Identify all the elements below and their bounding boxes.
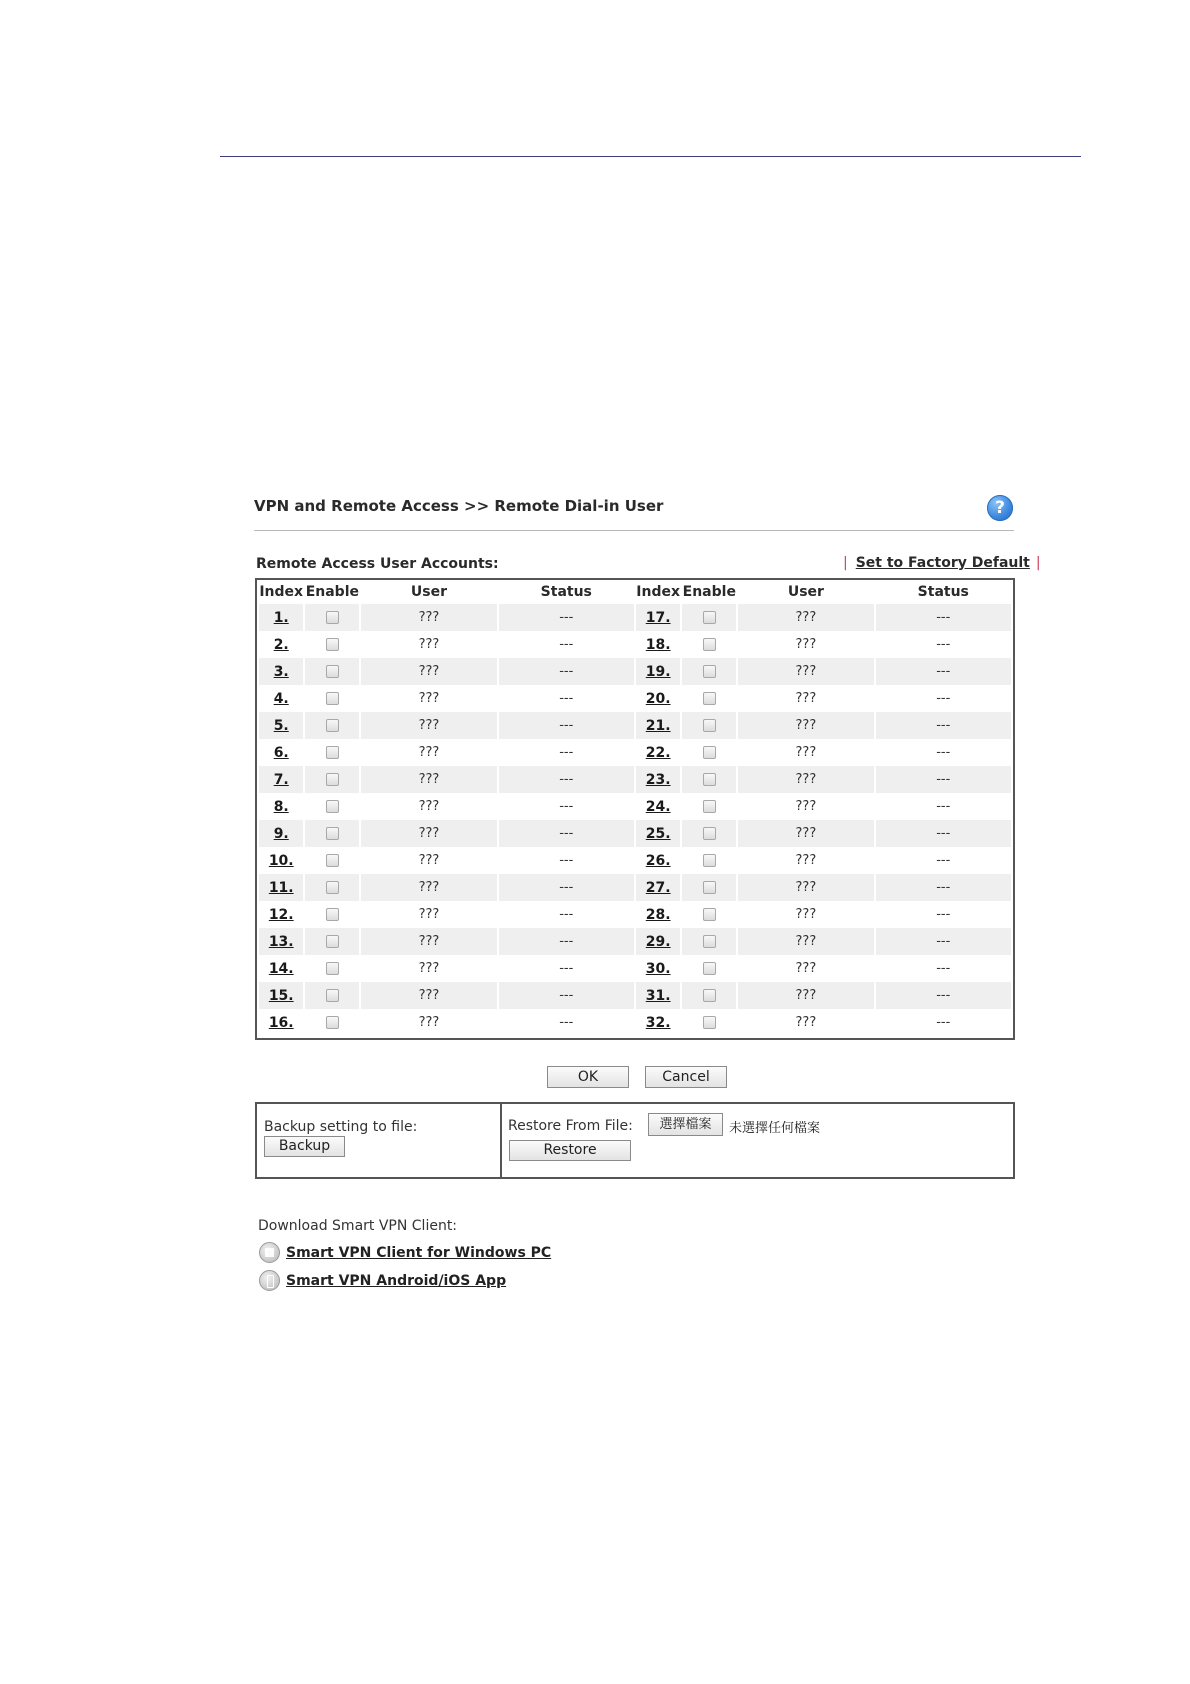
index-cell — [636, 604, 680, 631]
enable-cell — [682, 847, 736, 874]
status-cell: --- — [499, 820, 634, 847]
user-cell: ??? — [361, 658, 496, 685]
index-cell — [259, 955, 303, 982]
enable-checkbox[interactable] — [326, 773, 339, 786]
user-cell: ??? — [418, 745, 440, 760]
no-file-chosen-text: 未選擇任何檔案 — [729, 1121, 821, 1136]
user-cell: ??? — [795, 1015, 817, 1030]
header-enable: Enable — [305, 584, 359, 600]
user-index-link[interactable]: 7. — [273, 771, 289, 788]
enable-cell — [682, 685, 736, 712]
enable-cell — [682, 955, 736, 982]
enable-cell — [305, 685, 359, 712]
user-index-link[interactable]: 28. — [645, 906, 671, 923]
index-cell — [636, 685, 680, 712]
user-cell: ??? — [418, 961, 440, 976]
user-index-link[interactable]: 4. — [273, 690, 289, 707]
user-index-link[interactable]: 17. — [645, 609, 671, 626]
status-cell: --- — [936, 961, 951, 976]
status-cell: --- — [936, 1015, 951, 1030]
enable-cell — [682, 793, 736, 820]
enable-checkbox[interactable] — [326, 1016, 339, 1029]
user-index-link[interactable]: 29. — [645, 933, 671, 950]
table-row — [259, 820, 1011, 847]
status-cell: --- — [559, 907, 574, 922]
enable-cell — [682, 901, 736, 928]
status-cell: --- — [936, 691, 951, 706]
enable-cell — [305, 739, 359, 766]
index-cell — [636, 874, 680, 901]
index-cell — [259, 766, 303, 793]
user-cell: ??? — [738, 604, 873, 631]
enable-checkbox[interactable] — [703, 962, 716, 975]
enable-checkbox[interactable] — [703, 935, 716, 948]
index-cell — [636, 658, 680, 685]
enable-checkbox[interactable] — [703, 638, 716, 651]
enable-checkbox[interactable] — [326, 827, 339, 840]
user-cell: ??? — [738, 928, 873, 955]
user-cell: ??? — [418, 799, 440, 814]
index-cell — [636, 793, 680, 820]
user-index-link[interactable]: 32. — [645, 1014, 671, 1031]
enable-cell — [305, 658, 359, 685]
user-cell: ??? — [418, 907, 440, 922]
user-index-link[interactable]: 10. — [268, 852, 294, 869]
enable-cell — [305, 955, 359, 982]
index-cell — [259, 712, 303, 739]
user-index-link[interactable]: 25. — [645, 825, 671, 842]
help-icon[interactable]: ? — [987, 495, 1013, 521]
user-index-link[interactable]: 15. — [268, 987, 294, 1004]
table-row — [259, 793, 1011, 820]
status-cell: --- — [559, 1015, 574, 1030]
enable-checkbox[interactable] — [326, 962, 339, 975]
enable-cell — [682, 631, 736, 658]
index-cell — [636, 766, 680, 793]
table-row — [259, 739, 1011, 766]
enable-checkbox[interactable] — [326, 854, 339, 867]
enable-cell — [305, 847, 359, 874]
table-row — [259, 928, 1011, 955]
user-cell: ??? — [418, 1015, 440, 1030]
restore-label: Restore From File: — [508, 1118, 633, 1134]
user-index-link[interactable]: 5. — [273, 717, 289, 734]
download-title: Download Smart VPN Client: — [258, 1218, 458, 1234]
status-cell: --- — [876, 820, 1011, 847]
status-cell: --- — [936, 637, 951, 652]
enable-checkbox[interactable] — [703, 611, 716, 624]
table-row — [259, 658, 1011, 685]
index-cell — [259, 658, 303, 685]
user-index-link[interactable]: 18. — [645, 636, 671, 653]
user-cell: ??? — [361, 712, 496, 739]
user-cell: ??? — [795, 961, 817, 976]
user-cell: ??? — [795, 745, 817, 760]
user-cell: ??? — [738, 712, 873, 739]
choose-file-button[interactable]: 選擇檔案 — [648, 1113, 723, 1136]
index-cell — [636, 820, 680, 847]
backup-restore-panel — [255, 1102, 1015, 1179]
index-cell — [636, 631, 680, 658]
enable-cell — [305, 1009, 359, 1036]
user-cell: ??? — [738, 766, 873, 793]
user-index-link[interactable]: 11. — [268, 879, 294, 896]
table-header-row — [259, 580, 1011, 604]
user-index-link[interactable]: 9. — [273, 825, 289, 842]
table-row — [259, 685, 1011, 712]
mobile-icon — [259, 1270, 280, 1291]
index-cell — [636, 982, 680, 1009]
user-cell: ??? — [361, 766, 496, 793]
enable-cell — [305, 874, 359, 901]
download-mobile-row[interactable] — [259, 1270, 506, 1291]
user-index-link[interactable]: 6. — [273, 744, 289, 761]
enable-checkbox[interactable] — [326, 935, 339, 948]
user-cell: ??? — [738, 658, 873, 685]
user-cell: ??? — [795, 907, 817, 922]
index-cell — [259, 793, 303, 820]
factory-default-bar — [835, 555, 1041, 571]
user-index-link[interactable]: 12. — [268, 906, 294, 923]
user-index-link[interactable]: 21. — [645, 717, 671, 734]
ok-button[interactable]: OK — [547, 1066, 629, 1088]
enable-checkbox[interactable] — [326, 908, 339, 921]
enable-checkbox[interactable] — [703, 800, 716, 813]
index-cell — [259, 874, 303, 901]
table-row — [259, 901, 1011, 928]
status-cell: --- — [559, 961, 574, 976]
set-factory-default-link[interactable]: Set to Factory Default — [855, 555, 1030, 571]
status-cell: --- — [499, 604, 634, 631]
user-cell: ??? — [418, 853, 440, 868]
enable-cell — [305, 982, 359, 1009]
status-cell: --- — [876, 604, 1011, 631]
status-cell: --- — [876, 658, 1011, 685]
enable-checkbox[interactable] — [326, 638, 339, 651]
user-cell: ??? — [361, 928, 496, 955]
user-cell: ??? — [418, 637, 440, 652]
smart-vpn-mobile-link[interactable]: Smart VPN Android/iOS App — [286, 1272, 507, 1289]
index-cell — [636, 901, 680, 928]
table-row — [259, 712, 1011, 739]
restore-button[interactable]: Restore — [509, 1140, 631, 1161]
section-title: Remote Access User Accounts: — [256, 556, 499, 572]
smart-vpn-windows-link[interactable]: Smart VPN Client for Windows PC — [286, 1244, 552, 1261]
status-cell: --- — [559, 853, 574, 868]
enable-checkbox[interactable] — [326, 800, 339, 813]
breadcrumb: VPN and Remote Access >> Remote Dial-in User — [254, 497, 664, 515]
enable-cell — [682, 712, 736, 739]
index-cell — [636, 712, 680, 739]
status-cell: --- — [876, 982, 1011, 1009]
enable-cell — [305, 631, 359, 658]
enable-checkbox[interactable] — [703, 908, 716, 921]
enable-cell — [682, 658, 736, 685]
enable-checkbox[interactable] — [326, 989, 339, 1002]
index-cell — [636, 847, 680, 874]
index-cell — [636, 1009, 680, 1036]
enable-cell — [682, 1009, 736, 1036]
table-row — [259, 604, 1011, 631]
user-cell: ??? — [738, 982, 873, 1009]
enable-cell — [682, 604, 736, 631]
cancel-button[interactable]: Cancel — [645, 1066, 727, 1088]
header-status: Status — [540, 584, 592, 600]
user-index-link[interactable]: 14. — [268, 960, 294, 977]
status-cell: --- — [936, 745, 951, 760]
user-cell: ??? — [361, 820, 496, 847]
user-index-link[interactable]: 19. — [645, 663, 671, 680]
enable-checkbox[interactable] — [703, 827, 716, 840]
status-cell: --- — [499, 712, 634, 739]
panel-divider — [500, 1104, 502, 1177]
index-cell — [259, 901, 303, 928]
enable-cell — [305, 901, 359, 928]
status-cell: --- — [499, 928, 634, 955]
user-cell: ??? — [418, 691, 440, 706]
document-header-rule — [220, 156, 1081, 157]
enable-cell — [682, 874, 736, 901]
user-index-link[interactable]: 23. — [645, 771, 671, 788]
download-windows-row[interactable] — [259, 1242, 551, 1263]
enable-checkbox[interactable] — [326, 692, 339, 705]
enable-cell — [682, 766, 736, 793]
index-cell — [259, 1009, 303, 1036]
remote-access-user-table — [255, 578, 1015, 1040]
user-cell: ??? — [795, 637, 817, 652]
enable-checkbox[interactable] — [703, 665, 716, 678]
index-cell — [259, 604, 303, 631]
status-cell: --- — [499, 766, 634, 793]
index-cell — [259, 847, 303, 874]
status-cell: --- — [499, 874, 634, 901]
enable-cell — [682, 928, 736, 955]
user-cell: ??? — [361, 604, 496, 631]
enable-checkbox[interactable] — [703, 881, 716, 894]
user-index-link[interactable]: 16. — [268, 1014, 294, 1031]
status-cell: --- — [559, 799, 574, 814]
enable-checkbox[interactable] — [703, 692, 716, 705]
enable-checkbox[interactable] — [703, 746, 716, 759]
index-cell — [636, 955, 680, 982]
user-index-link[interactable]: 20. — [645, 690, 671, 707]
header-enable: Enable — [682, 584, 736, 600]
enable-checkbox[interactable] — [703, 989, 716, 1002]
enable-checkbox[interactable] — [326, 611, 339, 624]
separator-left: | — [843, 555, 848, 571]
enable-cell — [305, 604, 359, 631]
status-cell: --- — [936, 799, 951, 814]
index-cell — [636, 928, 680, 955]
enable-checkbox[interactable] — [703, 719, 716, 732]
backup-label: Backup setting to file: — [264, 1119, 418, 1135]
windows-icon — [259, 1242, 280, 1263]
status-cell: --- — [936, 907, 951, 922]
enable-checkbox[interactable] — [326, 881, 339, 894]
header-status: Status — [917, 584, 969, 600]
table-row — [259, 955, 1011, 982]
user-index-link[interactable]: 27. — [645, 879, 671, 896]
separator-right: | — [1035, 555, 1041, 571]
table-row — [259, 982, 1011, 1009]
user-index-link[interactable]: 24. — [645, 798, 671, 815]
enable-checkbox[interactable] — [326, 746, 339, 759]
table-row — [259, 847, 1011, 874]
status-cell: --- — [876, 928, 1011, 955]
enable-checkbox[interactable] — [326, 719, 339, 732]
user-index-link[interactable]: 1. — [273, 609, 289, 626]
table-row — [259, 874, 1011, 901]
index-cell — [259, 739, 303, 766]
user-index-link[interactable]: 2. — [273, 636, 289, 653]
status-cell: --- — [499, 658, 634, 685]
user-cell: ??? — [361, 982, 496, 1009]
user-index-link[interactable]: 31. — [645, 987, 671, 1004]
index-cell — [259, 928, 303, 955]
status-cell: --- — [559, 637, 574, 652]
header-user: User — [787, 584, 824, 600]
user-index-link[interactable]: 3. — [273, 663, 289, 680]
enable-checkbox[interactable] — [703, 773, 716, 786]
header-index: Index — [636, 584, 681, 600]
index-cell — [259, 982, 303, 1009]
title-divider — [254, 530, 1014, 531]
status-cell: --- — [559, 691, 574, 706]
user-cell: ??? — [795, 691, 817, 706]
enable-cell — [682, 739, 736, 766]
enable-cell — [305, 793, 359, 820]
status-cell: --- — [876, 874, 1011, 901]
status-cell: --- — [876, 712, 1011, 739]
index-cell — [636, 739, 680, 766]
user-cell: ??? — [738, 874, 873, 901]
enable-cell — [305, 820, 359, 847]
user-index-link[interactable]: 30. — [645, 960, 671, 977]
index-cell — [259, 631, 303, 658]
index-cell — [259, 820, 303, 847]
enable-cell — [682, 820, 736, 847]
table-row — [259, 766, 1011, 793]
enable-cell — [682, 982, 736, 1009]
user-cell: ??? — [795, 853, 817, 868]
enable-checkbox[interactable] — [703, 854, 716, 867]
index-cell — [259, 685, 303, 712]
backup-button[interactable]: Backup — [264, 1136, 345, 1157]
user-cell: ??? — [795, 799, 817, 814]
status-cell: --- — [499, 982, 634, 1009]
header-index: Index — [259, 584, 304, 600]
enable-cell — [305, 712, 359, 739]
status-cell: --- — [936, 853, 951, 868]
user-index-link[interactable]: 22. — [645, 744, 671, 761]
user-index-link[interactable]: 13. — [268, 933, 294, 950]
table-row — [259, 631, 1011, 658]
header-user: User — [410, 584, 447, 600]
user-index-link[interactable]: 8. — [273, 798, 289, 815]
enable-checkbox[interactable] — [703, 1016, 716, 1029]
status-cell: --- — [559, 745, 574, 760]
status-cell: --- — [876, 766, 1011, 793]
enable-cell — [305, 766, 359, 793]
user-cell: ??? — [738, 820, 873, 847]
enable-checkbox[interactable] — [326, 665, 339, 678]
user-cell: ??? — [361, 874, 496, 901]
enable-cell — [305, 928, 359, 955]
user-index-link[interactable]: 26. — [645, 852, 671, 869]
table-row — [259, 1009, 1011, 1036]
